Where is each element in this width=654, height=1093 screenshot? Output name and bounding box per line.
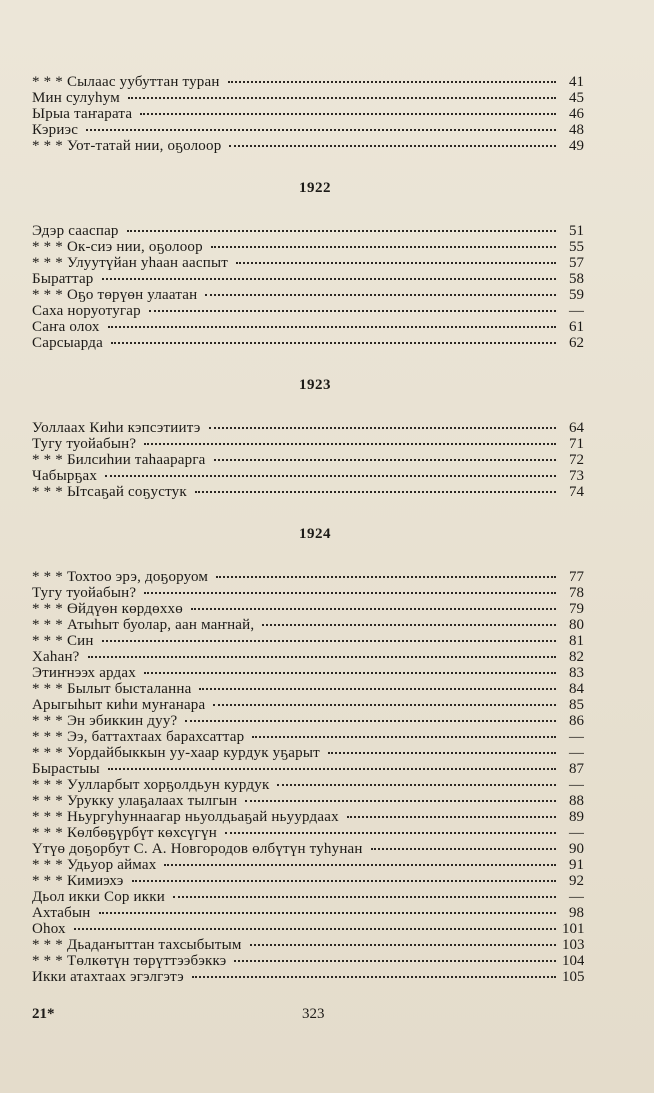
- dot-leader: [199, 681, 556, 690]
- toc-entry: [32, 969, 584, 985]
- entry-page: 82: [569, 649, 584, 665]
- toc-entry: [32, 569, 584, 585]
- dot-leader: [149, 303, 556, 312]
- toc-entry: [32, 106, 584, 122]
- entry-page: 80: [569, 617, 584, 633]
- dot-leader: [102, 633, 556, 642]
- entry-title: Оһох: [32, 921, 66, 937]
- entry-title: Икки атахтаах эгэлгэтэ: [32, 969, 184, 985]
- toc-section: [32, 376, 584, 500]
- toc-entry: [32, 857, 584, 873]
- toc-entry: [32, 681, 584, 697]
- entry-page: —: [569, 303, 584, 319]
- dot-leader: [225, 825, 556, 834]
- entry-page: 85: [569, 697, 584, 713]
- entry-page: 103: [562, 937, 584, 953]
- entry-page: 86: [569, 713, 584, 729]
- dot-leader: [164, 857, 556, 866]
- entry-title: Ырыа таҥарата: [32, 106, 133, 122]
- dot-leader: [209, 420, 557, 429]
- toc-entry: [32, 239, 584, 255]
- toc-entry: [32, 420, 584, 436]
- dot-leader: [245, 793, 556, 802]
- toc-entry: [32, 335, 584, 351]
- entry-title: * * * Ээ, баттахтаах барахсаттар: [32, 729, 245, 745]
- toc-entry: [32, 697, 584, 713]
- entry-title: * * * Кимиэхэ: [32, 873, 124, 889]
- toc-entry: [32, 937, 584, 953]
- entry-page: 59: [569, 287, 584, 303]
- toc-entry: [32, 889, 584, 905]
- entry-page: —: [569, 825, 584, 841]
- entry-title: * * * Ытсаҕай соҕустук: [32, 484, 187, 500]
- entry-title: * * * Өйдүөн көрдөххө: [32, 601, 183, 617]
- toc-entry: [32, 617, 584, 633]
- entry-title: * * * Уулларбыт хорҕолдьун курдук: [32, 777, 270, 793]
- dot-leader: [111, 335, 556, 344]
- entry-title: * * * Син: [32, 633, 94, 649]
- entry-page: 90: [569, 841, 584, 857]
- page-footer: [32, 1006, 584, 1026]
- dot-leader: [229, 138, 556, 147]
- entry-title: * * * Тохтоо эрэ, доҕоруом: [32, 569, 209, 585]
- entry-title: * * * Сылаас уубуттан туран: [32, 74, 220, 90]
- entry-page: 49: [569, 138, 584, 154]
- toc-entry: [32, 601, 584, 617]
- dot-leader: [74, 921, 556, 930]
- entry-page: 61: [569, 319, 584, 335]
- dot-leader: [144, 436, 556, 445]
- entry-page: 45: [569, 90, 584, 106]
- entry-title: * * * Былыт бысталанна: [32, 681, 192, 697]
- entry-title: Мин сулуһум: [32, 90, 120, 106]
- entry-title: * * * Эн эбиккин дуу?: [32, 713, 178, 729]
- dot-leader: [102, 271, 556, 280]
- toc-entry: [32, 809, 584, 825]
- toc-entry: [32, 873, 584, 889]
- entry-title: * * * Дьадаҥыттан тахсыбытым: [32, 937, 242, 953]
- entry-page: 71: [569, 436, 584, 452]
- dot-leader: [99, 905, 557, 914]
- entry-page: 101: [562, 921, 584, 937]
- toc-entry: [32, 713, 584, 729]
- entry-title: * * * Атыһыт буолар, аан маҥнай,: [32, 617, 255, 633]
- page-number: 323: [302, 1006, 325, 1022]
- toc-entry: [32, 90, 584, 106]
- toc-entry: [32, 649, 584, 665]
- dot-leader: [127, 223, 556, 232]
- entry-page: 91: [569, 857, 584, 873]
- toc-section: [32, 179, 584, 351]
- entry-page: 55: [569, 239, 584, 255]
- toc-section: [32, 525, 584, 985]
- dot-leader: [192, 969, 556, 978]
- entry-title: * * * Уордайбыккын уу-хаар курдук уҕарыт: [32, 745, 320, 761]
- entry-title: * * * Оҕо төрүөн улаатан: [32, 287, 198, 303]
- dot-leader: [236, 255, 556, 264]
- dot-leader: [195, 484, 556, 493]
- entry-title: Тугу туойабын?: [32, 436, 137, 452]
- entry-title: Эдэр сааспар: [32, 223, 119, 239]
- toc-entry: [32, 138, 584, 154]
- entry-title: Саха норуотугар: [32, 303, 141, 319]
- toc-entry: [32, 905, 584, 921]
- dot-leader: [88, 649, 556, 658]
- entry-title: Дьол икки Сор икки: [32, 889, 165, 905]
- dot-leader: [228, 74, 556, 83]
- entry-title: Хаһан?: [32, 649, 80, 665]
- dot-leader: [105, 468, 556, 477]
- entry-title: Чабырҕах: [32, 468, 98, 484]
- entry-title: * * * Урукку улаҕалаах тылгын: [32, 793, 238, 809]
- dot-leader: [185, 713, 556, 722]
- entry-page: 48: [569, 122, 584, 138]
- dot-leader: [250, 937, 556, 946]
- entry-title: Арыгыһыт киһи муҥанара: [32, 697, 206, 713]
- entry-page: —: [569, 777, 584, 793]
- entry-page: —: [569, 745, 584, 761]
- entry-title: Этиҥнээх ардах: [32, 665, 136, 681]
- entry-page: 79: [569, 601, 584, 617]
- dot-leader: [144, 585, 556, 594]
- entry-page: 78: [569, 585, 584, 601]
- dot-leader: [191, 601, 556, 610]
- toc-entry: [32, 745, 584, 761]
- toc-entry: [32, 777, 584, 793]
- entry-page: 81: [569, 633, 584, 649]
- toc-entry: [32, 484, 584, 500]
- dot-leader: [214, 452, 556, 461]
- entry-title: Ахтабын: [32, 905, 91, 921]
- dot-leader: [234, 953, 556, 962]
- toc-entry: [32, 436, 584, 452]
- entry-page: —: [569, 729, 584, 745]
- toc-section: [32, 74, 584, 154]
- entry-title: * * * Билсиһии таһаарарга: [32, 452, 206, 468]
- table-of-contents: [32, 74, 584, 985]
- toc-entry: [32, 303, 584, 319]
- entry-title: Бырастыы: [32, 761, 100, 777]
- toc-entry: [32, 665, 584, 681]
- toc-entry: [32, 953, 584, 969]
- dot-leader: [252, 729, 556, 738]
- entry-page: 84: [569, 681, 584, 697]
- dot-leader: [213, 697, 556, 706]
- entry-title: * * * Ок-сиэ нии, оҕолоор: [32, 239, 203, 255]
- entry-page: 64: [569, 420, 584, 436]
- toc-entry: [32, 271, 584, 287]
- entry-page: 89: [569, 809, 584, 825]
- entry-page: 72: [569, 452, 584, 468]
- toc-entry: [32, 74, 584, 90]
- entry-page: 62: [569, 335, 584, 351]
- entry-title: * * * Улуутүйан уһаан ааспыт: [32, 255, 229, 271]
- entry-title: Быраттар: [32, 271, 94, 287]
- toc-entry: [32, 825, 584, 841]
- entry-page: 105: [562, 969, 584, 985]
- entry-page: 73: [569, 468, 584, 484]
- toc-entry: [32, 223, 584, 239]
- toc-entry: [32, 468, 584, 484]
- dot-leader: [216, 569, 556, 578]
- entry-title: Саҥа олох: [32, 319, 100, 335]
- dot-leader: [211, 239, 556, 248]
- entry-page: 74: [569, 484, 584, 500]
- entry-page: 46: [569, 106, 584, 122]
- toc-entry: [32, 841, 584, 857]
- year-heading: 1923: [299, 377, 331, 393]
- dot-leader: [108, 761, 556, 770]
- toc-entry: [32, 729, 584, 745]
- entry-page: 104: [562, 953, 584, 969]
- entry-page: 98: [569, 905, 584, 921]
- toc-entry: [32, 761, 584, 777]
- entry-page: 51: [569, 223, 584, 239]
- year-heading: 1924: [299, 526, 331, 542]
- entry-title: Кэриэс: [32, 122, 79, 138]
- toc-entry: [32, 319, 584, 335]
- entry-title: * * * Удьуор аймах: [32, 857, 157, 873]
- dot-leader: [262, 617, 556, 626]
- entry-title: Үтүө доҕорбут С. А. Новгородов өлбүтүн туһунан: [32, 841, 363, 857]
- entry-title: Сарсыарда: [32, 335, 103, 351]
- entry-page: —: [569, 889, 584, 905]
- toc-entry: [32, 633, 584, 649]
- dot-leader: [144, 665, 556, 674]
- toc-entry: [32, 452, 584, 468]
- toc-entry: [32, 255, 584, 271]
- entry-page: 58: [569, 271, 584, 287]
- entry-title: * * * Көлбөҕүрбүт көхсүгүн: [32, 825, 217, 841]
- dot-leader: [328, 745, 556, 754]
- toc-entry: [32, 793, 584, 809]
- entry-page: 57: [569, 255, 584, 271]
- entry-page: 41: [569, 74, 584, 90]
- entry-page: 83: [569, 665, 584, 681]
- entry-page: 92: [569, 873, 584, 889]
- toc-entry: [32, 122, 584, 138]
- dot-leader: [347, 809, 556, 818]
- toc-entry: [32, 921, 584, 937]
- entry-title: Тугу туойабын?: [32, 585, 137, 601]
- entry-title: * * * Төлкөтүн төрүттээбэккэ: [32, 953, 227, 969]
- dot-leader: [86, 122, 556, 131]
- dot-leader: [205, 287, 556, 296]
- entry-title: Уоллаах Киһи кэпсэтиитэ: [32, 420, 201, 436]
- dot-leader: [277, 777, 556, 786]
- dot-leader: [140, 106, 556, 115]
- year-heading: 1922: [299, 180, 331, 196]
- toc-entry: [32, 585, 584, 601]
- entry-page: 87: [569, 761, 584, 777]
- dot-leader: [108, 319, 556, 328]
- entry-title: * * * Ньургуһуннаагар ньуолдьаҕай ньуурдаах: [32, 809, 339, 825]
- entry-page: 88: [569, 793, 584, 809]
- dot-leader: [132, 873, 557, 882]
- dot-leader: [128, 90, 556, 99]
- toc-entry: [32, 287, 584, 303]
- dot-leader: [173, 889, 556, 898]
- printer-signature: 21*: [32, 1006, 55, 1022]
- dot-leader: [371, 841, 556, 850]
- entry-title: * * * Уот-татай нии, оҕолоор: [32, 138, 222, 154]
- entry-page: 77: [569, 569, 584, 585]
